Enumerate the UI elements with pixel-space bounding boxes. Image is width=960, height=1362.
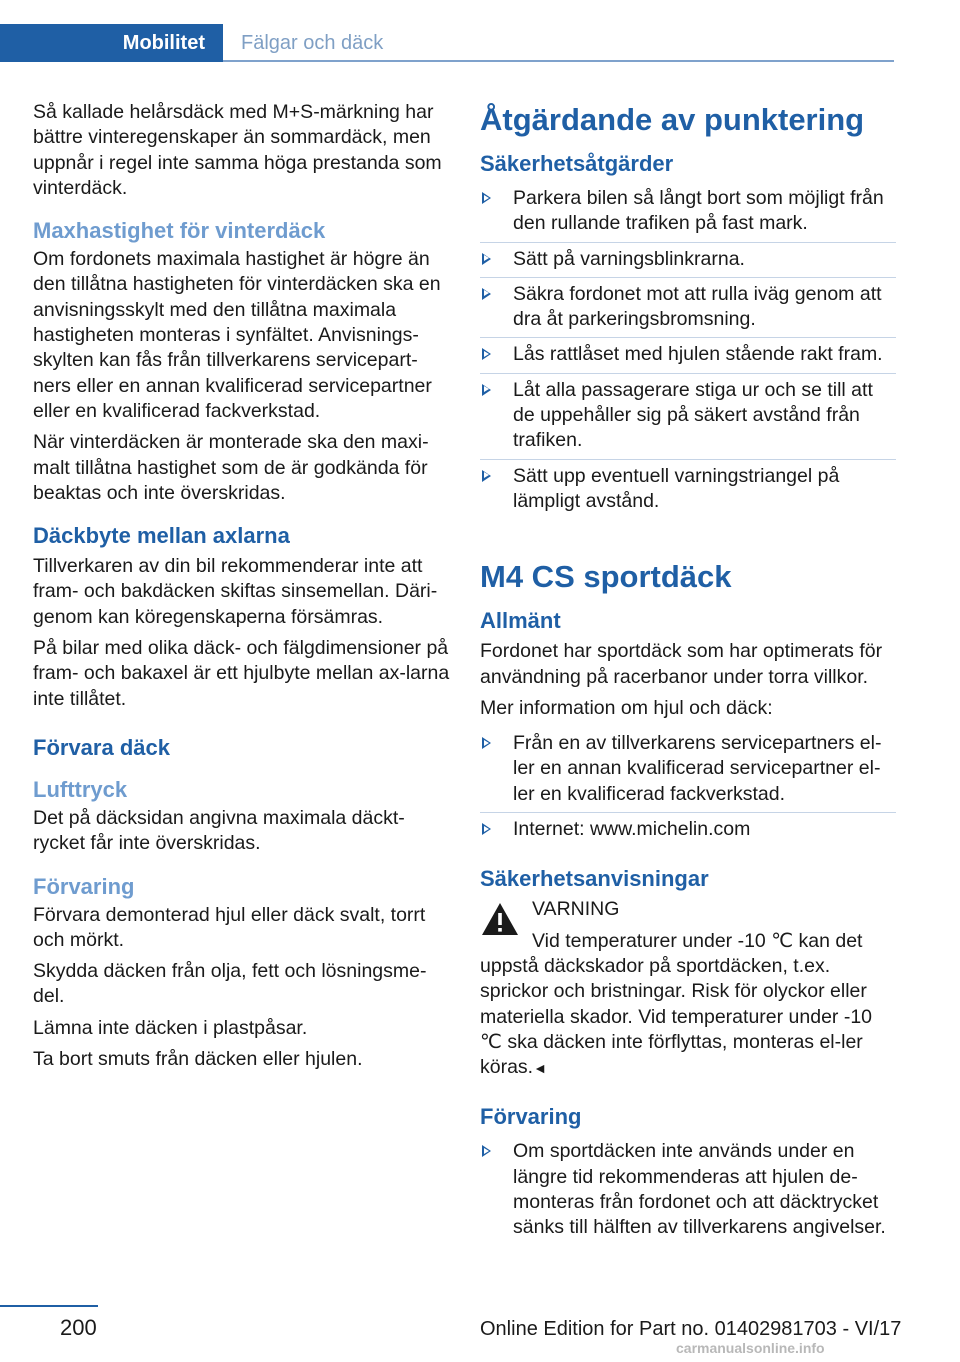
heading-storage-right: Förvaring — [480, 1104, 582, 1130]
list-item: Sätt på varningsblinkrarna. — [480, 243, 896, 278]
list-item: Om sportdäcken inte används under en längre tid rekommenderas att hjulen de-monteras från fordonet och att däcktrycket sänks till hälften av tillverkarens angivelser. — [480, 1135, 896, 1245]
page-header — [0, 0, 894, 62]
list-item: Internet: www.michelin.com — [480, 813, 896, 847]
watermark: carmanualsonline.info — [676, 1340, 825, 1356]
left-column — [33, 100, 451, 1078]
heading-safety-notes: Säkerhetsanvisningar — [480, 866, 709, 892]
triangle-bullet-icon — [482, 1145, 491, 1157]
heading-puncture: Åtgärdande av punktering — [480, 102, 865, 137]
storage-list — [480, 1135, 896, 1245]
warning-title: VARNING — [532, 898, 620, 921]
heading-storage-left: Förvaring — [33, 873, 135, 899]
paragraph-pressure: Det på däcksidan angivna maximala däckt-rycket får inte överskridas. — [33, 806, 405, 855]
list-item: Lås rattlåset med hjulen stående rakt fram. — [480, 338, 896, 373]
triangle-bullet-icon — [482, 192, 491, 204]
safety-list — [480, 182, 896, 519]
page-number: 200 — [60, 1315, 97, 1340]
paragraph-general-2: Mer information om hjul och däck: — [480, 696, 773, 719]
header-divider — [223, 60, 894, 62]
heading-m4-cs: M4 CS sportdäck — [480, 559, 732, 595]
list-item: Parkera bilen så långt bort som möjligt från den rullande trafiken på fast mark. — [480, 182, 896, 243]
paragraph-swap-1: Tillverkaren av din bil rekommenderar inte att fram- och bakdäcken skiftas sinsemellan. Däri-genom kan köregenskaperna försämras. — [33, 555, 438, 628]
paragraph-storage-1: Förvara demonterad hjul eller däck svalt, torrt och mörkt. — [33, 903, 426, 951]
triangle-bullet-icon — [482, 470, 491, 482]
end-marker-icon: ◄ — [533, 1060, 547, 1077]
triangle-bullet-icon — [482, 737, 491, 749]
paragraph-storage-4: Ta bort smuts från däcken eller hjulen. — [33, 1048, 363, 1071]
list-item: Säkra fordonet mot att rulla iväg genom att dra åt parkeringsbromsning. — [480, 278, 896, 339]
list-item: Från en av tillverkarens servicepartners el-ler en annan kvalificerad servicepartner el-ler en kvalificerad fackverkstad. — [480, 727, 896, 813]
warning-block — [480, 897, 896, 1081]
heading-general: Allmänt — [480, 608, 561, 634]
triangle-bullet-icon — [482, 288, 491, 300]
triangle-bullet-icon — [482, 823, 491, 835]
triangle-bullet-icon — [482, 253, 491, 265]
tab-mobilitet[interactable]: Mobilitet — [0, 24, 223, 62]
heading-swap: Däckbyte mellan axlarna — [33, 523, 290, 549]
triangle-bullet-icon — [482, 348, 491, 360]
intro-paragraph: Så kallade helårsdäck med M+S-märkning har bättre vinteregenskaper än sommardäck, men uppnår i regel inte samma höga prestanda som vinterdäck. — [33, 101, 442, 199]
paragraph-storage-3: Lämna inte däcken i plastpåsar. — [33, 1016, 308, 1039]
paragraph-maxspeed-2: När vinterdäcken är monterade ska den maxi-malt tillåtna hastighet som de är godkända för beaktas och inte överskridas. — [33, 431, 429, 504]
paragraph-general-1: Fordonet har sportdäck som har optimerats för användning på racerbanor under torra villkor. — [480, 640, 883, 688]
tab-falgar-och-dack[interactable]: Fälgar och däck — [241, 31, 384, 54]
heading-safety-measures: Säkerhetsåtgärder — [480, 151, 674, 176]
heading-maxspeed: Maxhastighet för vinterdäck — [33, 218, 326, 244]
list-item: Låt alla passagerare stiga ur och se till att de uppehåller sig på säkert avstånd från trafiken. — [480, 374, 896, 460]
paragraph-storage-2: Skydda däcken från olja, fett och lösningsme-del. — [33, 960, 427, 1008]
paragraph-swap-2: På bilar med olika däck- och fälgdimensioner på fram- och bakaxel är ett hjulbyte mellan ax-larna inte tillåtet. — [33, 637, 450, 710]
heading-store-tires: Förvara däck — [33, 734, 170, 760]
warning-triangle-icon — [480, 901, 520, 937]
warning-text: Vid temperaturer under -10 ℃ kan det uppstå däckskador på sportdäcken, t.ex. sprickor och bristningar. Risk för olyckor eller materiella skador. Vid temperaturer under -10 ℃ ska däcken inte förflyttas, monteras el-ler köras.◄ — [480, 929, 873, 1079]
list-item: Sätt upp eventuell varningstriangel på lämpligt avstånd. — [480, 460, 896, 520]
heading-pressure: Lufttryck — [33, 776, 128, 802]
paragraph-maxspeed-1: Om fordonets maximala hastighet är högre än den tillåtna hastigheten för vinterdäcken ska en anvisningsskylt med den tillåtna maximala hastigheten monteras i synfältet. Anvisnings-skylten kan fås från tillverkarens servicepart-ners eller en annan kvalificerad servicepartner eller en kvalificerad fackverkstad. — [33, 248, 441, 422]
footer-divider — [0, 1305, 98, 1307]
triangle-bullet-icon — [482, 384, 491, 396]
right-column — [480, 100, 896, 1254]
edition-text: Online Edition for Part no. 01402981703 - VI/17 — [480, 1318, 902, 1340]
info-list — [480, 727, 896, 847]
